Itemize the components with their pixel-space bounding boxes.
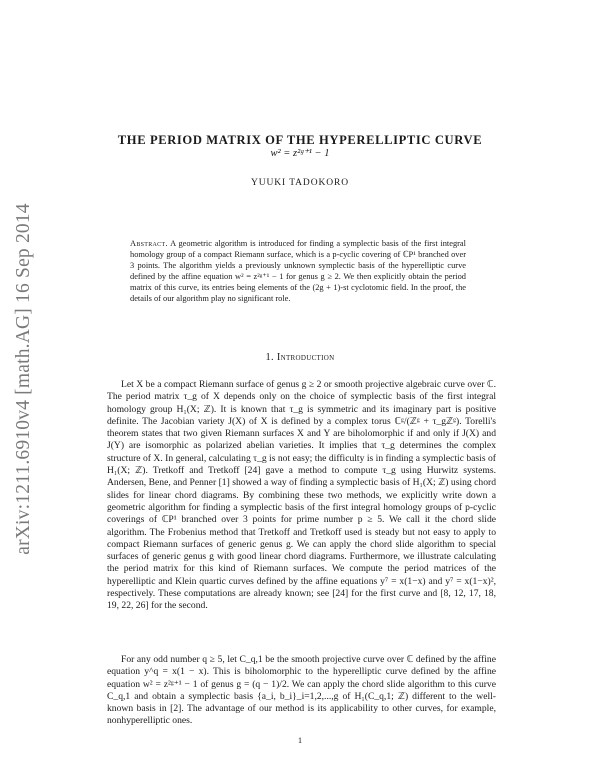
abstract-text: A geometric algorithm is introduced for finding a symplectic basis of the first integral homology group of a compact Riemann surface, which is a p-cyclic covering of ℂP¹ branched over 3 points. The algorithm yields a previously unknown symplectic basis of the hyperelliptic curve defined by the affine equation w² = z²ᵍ⁺¹ − 1 for genus g ≥ 2. We then explicitly obtain the period matrix of this curve, its entries being elements of the (2g + 1)-st cyclotomic field. In the proof, the details of our algorithm play no significant role.	[130, 239, 466, 304]
section-title: Introduction	[276, 352, 335, 363]
section-number: 1.	[265, 352, 274, 363]
abstract	[130, 238, 466, 304]
arxiv-identifier-text: arXiv:1211.6910v4 [math.AG] 16 Sep 2014	[13, 203, 34, 555]
paper-title: THE PERIOD MATRIX OF THE HYPERELLIPTIC CURVE	[117, 133, 483, 147]
paragraph-curve: For any odd number q ≥ 5, let C_q,1 be the smooth projective curve over ℂ defined by the affine equation y^q = x(1 − x). This is biholomorphic to the hyperelliptic curve defined by the affine equation w² = z²ᵍ⁺¹ − 1 of genus g = (q − 1)/2. We can apply the chord slide algorithm to this curve C_q,1 and obtain a symplectic basis {a_i, b_i}_i=1,2,...,g of H₁(C_q,1; ℤ) different to the well-known basis in [2]. The advantage of our method is its applicability to other curves, for example, nonhyperelliptic ones.	[107, 654, 496, 727]
author-name: YUUKI TADOKORO	[251, 178, 349, 188]
page-number: 1	[297, 735, 303, 745]
paragraph-intro: Let X be a compact Riemann surface of genus g ≥ 2 or smooth projective algebraic curve over ℂ. The period matrix τ_g of X depends only on the choice of symplectic basis of the first integral homology group H₁(X; ℤ). It is known that τ_g is symmetric and its imaginary part is positive definite. The Jacobian variety J(X) of X is defined by a complex torus ℂᵍ/(ℤᵍ + τ_gℤᵍ). Torelli's theorem states that two given Riemann surfaces X and Y are biholomorphic if and only if J(X) and J(Y) are isomorphic as polarized abelian varieties. It implies that τ_g determines the complex structure of X. In general, calculating τ_g is not easy; the difficulty is in finding a symplectic basis of H₁(X; ℤ). Tretkoff and Tretkoff [24] gave a method to compute τ_g using Hurwitz systems. Andersen, Bene, and Penner [1] showed a way of finding a symplectic basis of H₁(X; ℤ) using chord slides for linear chord diagrams. By combining these two methods, we explicitly write down a geometric algorithm for finding a symplectic basis of the first integral homology groups of p-cyclic coverings of ℂP¹ branched over 3 points for prime number p ≥ 5. We call it the chord slide algorithm. The Frobenius method that Tretkoff and Tretkoff used is steady but not easy to apply to compact Riemann surfaces of generic genus g. We can apply the chord slide algorithm to special surfaces of generic genus g with good linear chord diagrams. Furthermore, we illustrate calculating the period matrix for this kind of Riemann surfaces. We compute the period matrices of the hyperelliptic and Klein quartic curves defined by the affine equations y⁷ = x(1−x) and y⁷ = x(1−x)², respectively. These computations are already known; see [24] for the first curve and [8, 12, 17, 18, 19, 22, 26] for the second.	[107, 379, 496, 612]
abstract-label: Abstract.	[130, 239, 168, 248]
arxiv-identifier	[2, 172, 46, 586]
title-equation: w² = z²ᵍ⁺¹ − 1	[270, 148, 330, 159]
section-heading	[0, 352, 600, 363]
